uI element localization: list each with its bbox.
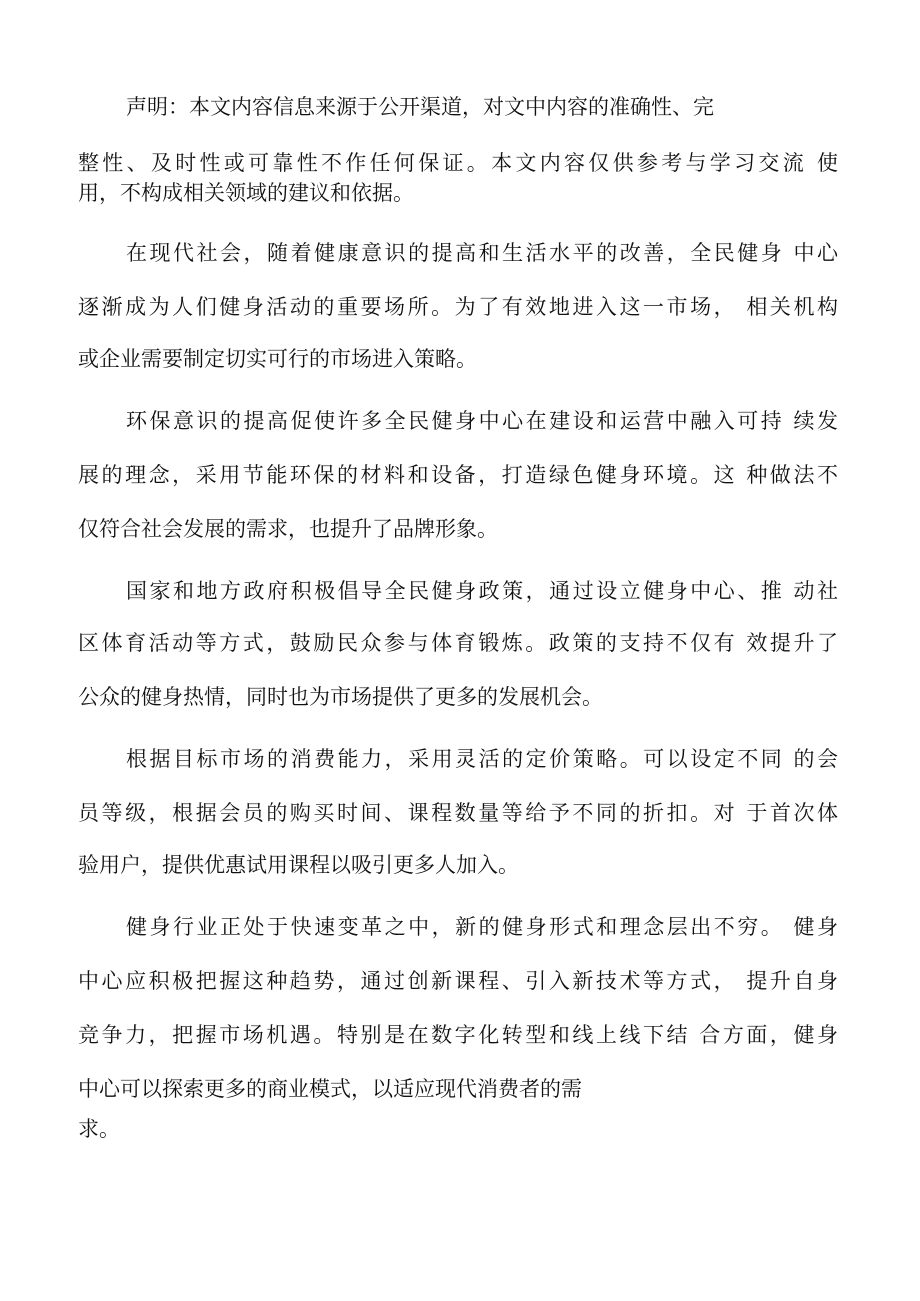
disclaimer-line-2: 整性、及时性或可靠性不作任何保证。本文内容仅供参考与学习交流 使 bbox=[78, 151, 838, 175]
paragraph-3-line-2: 展的理念，采用节能环保的材料和设备，打造绿色健身环境。这 种做法不 bbox=[78, 463, 838, 487]
paragraph-6-line-2: 中心应积极把握这种趋势，通过创新课程、引入新技术等方式， 提升自身 bbox=[78, 969, 838, 993]
paragraph-4-line-3: 公众的健身热情，同时也为市场提供了更多的发展机会。 bbox=[78, 685, 603, 709]
paragraph-6-line-4: 中心可以探索更多的商业模式，以适应现代消费者的需 bbox=[78, 1077, 582, 1101]
disclaimer-line-3: 用，不构成相关领域的建议和依据。 bbox=[78, 181, 414, 205]
paragraph-5-line-2: 员等级，根据会员的购买时间、课程数量等给予不同的折扣。对 于首次体 bbox=[78, 801, 838, 825]
paragraph-4-line-2: 区体育活动等方式，鼓励民众参与体育锻炼。政策的支持不仅有 效提升了 bbox=[78, 631, 838, 655]
paragraph-2-line-3: 或企业需要制定切实可行的市场进入策略。 bbox=[78, 347, 477, 371]
paragraph-6-line-1: 健身行业正处于快速变革之中，新的健身形式和理念层出不穷。 健身 bbox=[126, 915, 838, 939]
paragraph-4-line-1: 国家和地方政府积极倡导全民健身政策，通过设立健身中心、推 动社 bbox=[126, 579, 838, 603]
disclaimer-line-1: 声明：本文内容信息来源于公开渠道，对文中内容的准确性、完 bbox=[126, 95, 714, 119]
paragraph-2-line-1: 在现代社会，随着健康意识的提高和生活水平的改善，全民健身 中心 bbox=[126, 241, 838, 265]
paragraph-5-line-1: 根据目标市场的消费能力，采用灵活的定价策略。可以设定不同 的会 bbox=[126, 747, 838, 771]
paragraph-6-line-5: 求。 bbox=[78, 1117, 120, 1141]
paragraph-6-line-3: 竞争力，把握市场机遇。特别是在数字化转型和线上线下结 合方面，健身 bbox=[78, 1023, 838, 1047]
paragraph-2-line-2: 逐渐成为人们健身活动的重要场所。为了有效地进入这一市场， 相关机构 bbox=[78, 295, 838, 319]
paragraph-3-line-1: 环保意识的提高促使许多全民健身中心在建设和运营中融入可持 续发 bbox=[126, 409, 838, 433]
paragraph-3-line-3: 仅符合社会发展的需求，也提升了品牌形象。 bbox=[78, 517, 498, 541]
paragraph-5-line-3: 验用户，提供优惠试用课程以吸引更多人加入。 bbox=[78, 853, 519, 877]
